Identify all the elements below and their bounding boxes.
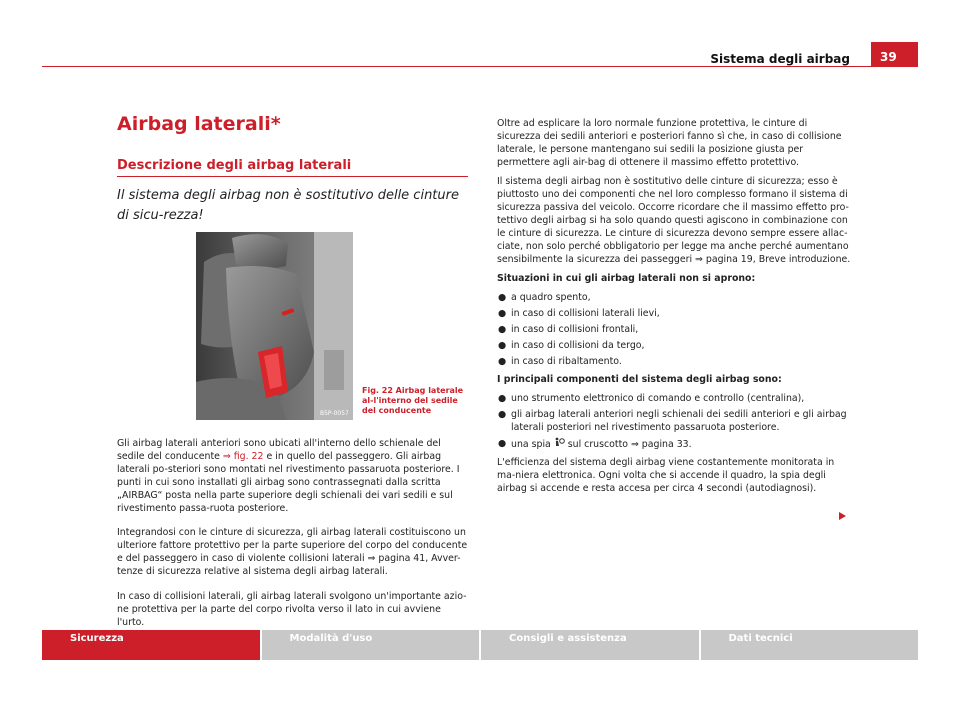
airbag-warning-icon bbox=[554, 437, 565, 448]
section-title: Airbag laterali* bbox=[117, 113, 281, 135]
bullet: ● bbox=[498, 393, 507, 404]
list-item-text: in caso di collisioni da tergo, bbox=[511, 340, 645, 351]
list-item bbox=[497, 408, 853, 434]
section-subtitle: Descrizione degli airbag laterali bbox=[117, 158, 352, 173]
list-item bbox=[497, 437, 853, 451]
continue-arrow-icon bbox=[839, 512, 846, 520]
figure-seat-photo bbox=[196, 232, 353, 420]
list-components bbox=[497, 392, 853, 451]
list-item-text: gli airbag laterali anteriori negli schienali dei sedili anteriori e gli airbag laterali posteriori nel rivestimento passaruota posteriore. bbox=[511, 409, 847, 433]
list-item-text: in caso di collisioni laterali lievi, bbox=[511, 308, 660, 319]
footer-tabs bbox=[42, 630, 918, 660]
intro-warning: Il sistema degli airbag non è sostitutivo delle cinture di sicu-rezza! bbox=[117, 188, 459, 223]
header-rule bbox=[42, 66, 918, 67]
heading-no-deploy: Situazioni in cui gli airbag laterali non si aprono: bbox=[497, 273, 756, 284]
list-item-text: una spia bbox=[511, 439, 554, 450]
paragraph-side-collision: In caso di collisioni laterali, gli airbag laterali svolgono un'importante azio-ne protettiva per la parte del corpo rivolta verso il lato in cui avviene l'urto. bbox=[117, 591, 467, 628]
paragraph-text: e in quello del passeggero. Gli airbag laterali po-steriori sono montati nel rivestimento passaruota posteriore. I punti in cui sono installati gli airbag sono contrassegnati dalla scritta „AIRBAG“ posta nella parte superiore degli schienali dei vari sedili e sul rivestimento passa-ruota posteriore. bbox=[117, 451, 460, 514]
page-number: 39 bbox=[871, 42, 918, 67]
list-item-text: a quadro spento, bbox=[511, 292, 591, 303]
tab-sicurezza[interactable]: Sicurezza bbox=[42, 630, 260, 660]
list-item-text: uno strumento elettronico di comando e controllo (centralina), bbox=[511, 393, 805, 404]
bullet: ● bbox=[498, 340, 507, 351]
figure-code: B5P-0057 bbox=[320, 410, 349, 417]
list-item bbox=[497, 307, 853, 320]
right-column bbox=[497, 117, 853, 501]
bullet: ● bbox=[498, 356, 507, 367]
tab-dati-tecnici[interactable]: Dati tecnici bbox=[701, 630, 919, 660]
running-header-title: Sistema degli airbag bbox=[710, 52, 850, 66]
subtitle-rule bbox=[117, 176, 468, 177]
paragraph-airbag-location bbox=[117, 437, 469, 515]
bullet: ● bbox=[498, 438, 507, 449]
list-item bbox=[497, 355, 853, 368]
bullet: ● bbox=[498, 324, 507, 335]
paragraph-text: Gli airbag laterali anteriori sono ubicati all'interno dello schienale del sedile del conducente bbox=[117, 438, 441, 462]
list-item bbox=[497, 392, 853, 405]
figure-caption: Fig. 22 Airbag laterale al-l'interno del sedile del conducente bbox=[362, 386, 464, 415]
paragraph-self-diagnosis: L'efficienza del sistema degli airbag viene costantemente monitorata in ma-niera elettronica. Ogni volta che si accende il quadro, la spia degli airbag si accende e resta accesa per circa 4 secondi (autodiagnosi). bbox=[497, 457, 835, 494]
bullet: ● bbox=[498, 292, 507, 303]
bullet: ● bbox=[498, 409, 507, 420]
heading-components: I principali componenti del sistema degli airbag sono: bbox=[497, 374, 782, 385]
paragraph-passive-safety: Il sistema degli airbag non è sostitutivo delle cinture di sicurezza; esso è piuttosto uno dei componenti che nel loro complesso formano il sistema di sicurezza passiva del veicolo. Occorre ricordare che il massimo effetto pro-tettivo degli airbag si ha solo quando questi agiscono in combinazione con le cinture di sicurezza. Le cinture di sicurezza devono sempre essere allac-ciate, non solo perché obbligatorio per legge ma anche perché aumentano sensibilmente la sicurezza dei passeggeri ⇒ pagina 19, Breve introduzione. bbox=[497, 176, 851, 265]
list-item bbox=[497, 323, 853, 336]
list-item-text: in caso di ribaltamento. bbox=[511, 356, 622, 367]
list-item-text: sul cruscotto ⇒ pagina 33. bbox=[564, 439, 692, 450]
list-no-deploy bbox=[497, 291, 853, 368]
bullet: ● bbox=[498, 308, 507, 319]
tab-consigli-assistenza[interactable]: Consigli e assistenza bbox=[481, 630, 699, 660]
paragraph-seatbelts: Oltre ad esplicare la loro normale funzione protettiva, le cinture di sicurezza dei sedili anteriori e posteriori fanno sì che, in caso di collisione laterale, le persone mantengano sui sedili la posizione giusta per permettere agli air-bag di ottenere il massimo effetto protettivo. bbox=[497, 118, 842, 168]
tab-modalita-uso[interactable]: Modalità d'uso bbox=[262, 630, 480, 660]
list-item bbox=[497, 291, 853, 304]
list-item-text: in caso di collisioni frontali, bbox=[511, 324, 639, 335]
figure-reference-link[interactable]: ⇒ fig. 22 bbox=[222, 451, 264, 462]
list-item bbox=[497, 339, 853, 352]
paragraph-protection: Integrandosi con le cinture di sicurezza, gli airbag laterali costituiscono un ulteriore fattore protettivo per la parte superiore del corpo del conducente e del passeggero in caso di violente collisioni laterali ⇒ pagina 41, Avver-tenze di sicurezza relative al sistema degli airbag laterali. bbox=[117, 527, 468, 577]
